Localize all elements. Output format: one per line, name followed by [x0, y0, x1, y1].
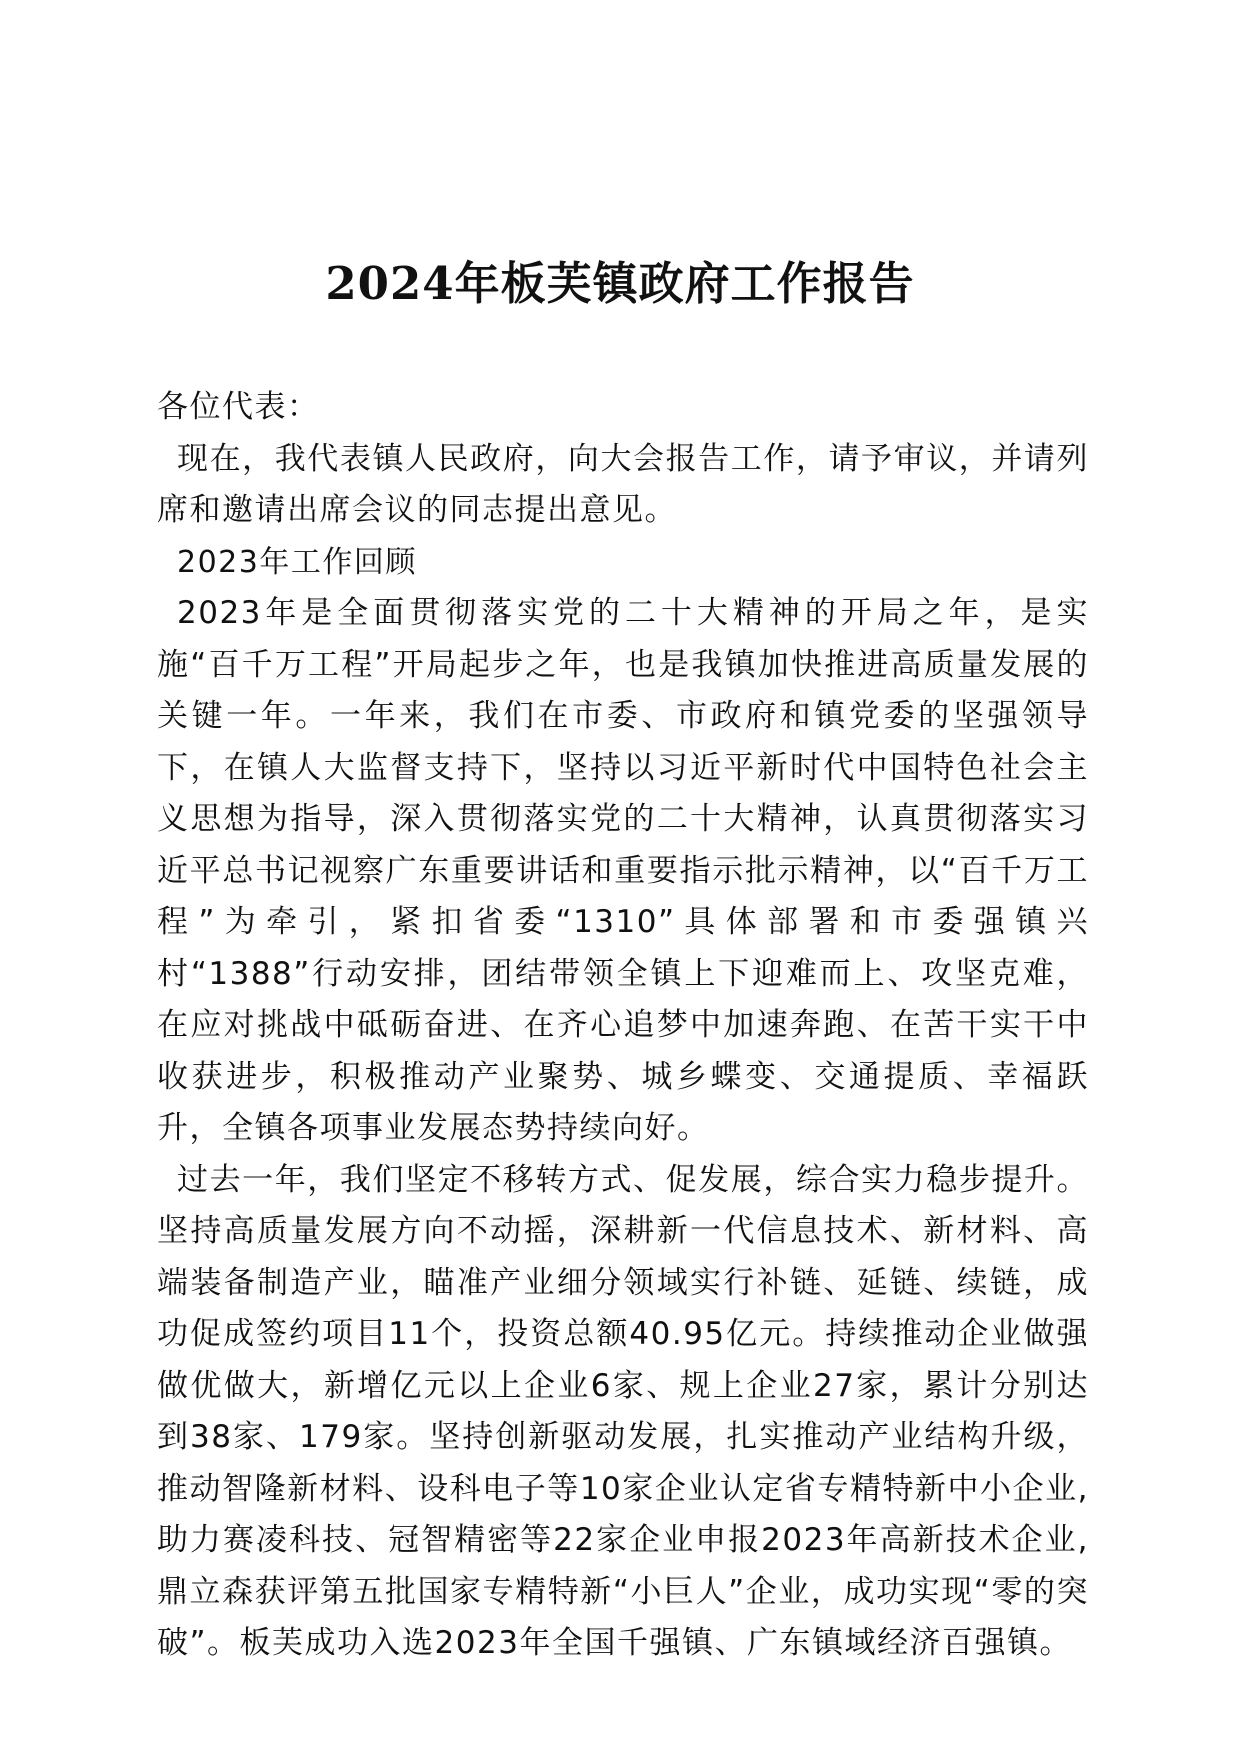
intro-paragraph: 现在，我代表镇人民政府，向大会报告工作，请予审议，并请列席和邀请出席会议的同志提出意见。 — [157, 440, 1089, 528]
body-paragraph: 过去一年，我们坚定不移转方式、促发展，综合实力稳步提升。坚持高质量发展方向不动摇，深耕新一代信息技术、新材料、高端装备制造产业，瞄准产业细分领域实行补链、延链、续链，成功促成签约项目11个，投资总额40.95亿元。持续推动企业做强做优做大，新增亿元以上企业6家、规上企业27家，累计分别达到38家、179家。坚持创新驱动发展，扎实推动产业结构升级，推动智隆新材料、设科电子等10家企业认定省专精特新中小企业,助力赛凌科技、冠智精密等22家企业申报2023年高新技术企业,鼎立森获评第五批国家专精特新“小巨人”企业，成功实现“零的突破”。板芙成功入选2023年全国千强镇、广东镇域经济百强镇。 — [157, 1161, 1089, 1661]
salutation: 各位代表： — [157, 389, 320, 425]
section-heading: 2023年工作回顾 — [177, 544, 417, 580]
body-paragraph: 2023年是全面贯彻落实党的二十大精神的开局之年，是实施“百千万工程”开局起步之年，也是我镇加快推进高质量发展的关键一年。一年来，我们在市委、市政府和镇党委的坚强领导下，在镇人大监督支持下，坚持以习近平新时代中国特色社会主义思想为指导，深入贯彻落实党的二十大精神，认真贯彻落实习近平总书记视察广东重要讲话和重要指示批示精神，以“百千万工程”为牵引，紧扣省委“1310”具体部署和市委强镇兴村“1388”行动安排，团结带领全镇上下迎难而上、攻坚克难，在应对挑战中砥砺奋进、在齐心追梦中加速奔跑、在苦干实干中收获进步，积极推动产业聚势、城乡蝶变、交通提质、幸福跃升，全镇各项事业发展态势持续向好。 — [157, 595, 1089, 1146]
document-body — [157, 382, 1089, 1670]
document-title: 2024年板芙镇政府工作报告 — [325, 257, 915, 310]
